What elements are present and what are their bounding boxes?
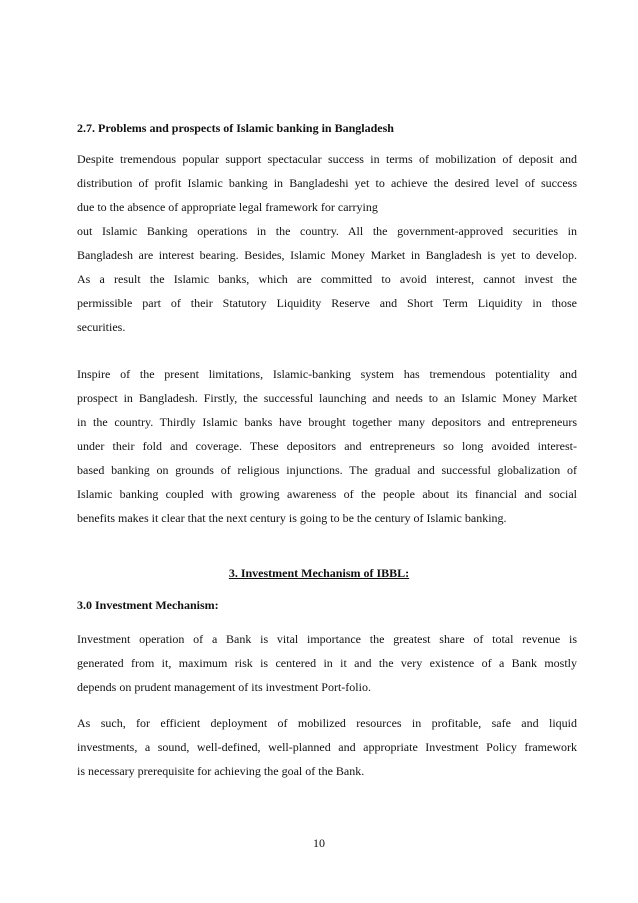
- text-line: in the country. Thirdly Islamic banks have brought together many depositors and entrepreneurs: [77, 415, 577, 429]
- text-line: Inspire of the present limitations, Islamic-banking system has tremendous potentiality and: [77, 367, 577, 381]
- text-line: As a result the Islamic banks, which are committed to avoid interest, cannot invest the: [77, 272, 577, 286]
- paragraph-prospects: [77, 362, 577, 530]
- text-line: As such, for efficient deployment of mobilized resources in profitable, safe and liquid: [77, 716, 577, 730]
- text-line: Islamic banking coupled with growing awareness of the people about its financial and social: [77, 487, 577, 501]
- text-line: benefits makes it clear that the next century is going to be the century of Islamic banking.: [77, 511, 507, 525]
- text-line: Bangladesh are interest bearing. Besides, Islamic Money Market in Bangladesh is yet to develop.: [77, 248, 577, 262]
- text-line: distribution of profit Islamic banking in Bangladeshi yet to achieve the desired level of success: [77, 176, 577, 190]
- sub-heading-3-0: 3.0 Investment Mechanism:: [77, 598, 219, 612]
- text-line: depends on prudent management of its investment Port-folio.: [77, 680, 371, 694]
- section-heading-2-7: 2.7. Problems and prospects of Islamic banking in Bangladesh: [77, 121, 394, 135]
- text-line: under their fold and coverage. These depositors and entrepreneurs so long avoided interest-: [77, 439, 577, 453]
- page-number: 10: [313, 836, 325, 850]
- text-line: Investment operation of a Bank is vital importance the greatest share of total revenue is: [77, 632, 577, 646]
- text-line: securities.: [77, 320, 126, 334]
- paragraph-problems: [77, 147, 577, 339]
- text-line: Despite tremendous popular support spectacular success in terms of mobilization of deposit and: [77, 152, 577, 166]
- text-line: permissible part of their Statutory Liquidity Reserve and Short Term Liquidity in those: [77, 296, 577, 310]
- paragraph-investment-policy: [77, 711, 577, 783]
- text-line: is necessary prerequisite for achieving the goal of the Bank.: [77, 764, 365, 778]
- text-line: investments, a sound, well-defined, well-planned and appropriate Investment Policy framework: [77, 740, 577, 754]
- text-line: due to the absence of appropriate legal framework for carrying: [77, 200, 378, 214]
- text-line: based banking on grounds of religious injunctions. The gradual and successful globalization of: [77, 463, 577, 477]
- section-title-3: 3. Investment Mechanism of IBBL:: [228, 566, 410, 580]
- text-line: generated from it, maximum risk is centered in it and the very existence of a Bank mostly: [77, 656, 577, 670]
- text-line: prospect in Bangladesh. Firstly, the successful launching and needs to an Islamic Money Market: [77, 391, 577, 405]
- text-line: out Islamic Banking operations in the country. All the government-approved securities in: [77, 224, 577, 238]
- paragraph-investment-operation: [77, 627, 577, 699]
